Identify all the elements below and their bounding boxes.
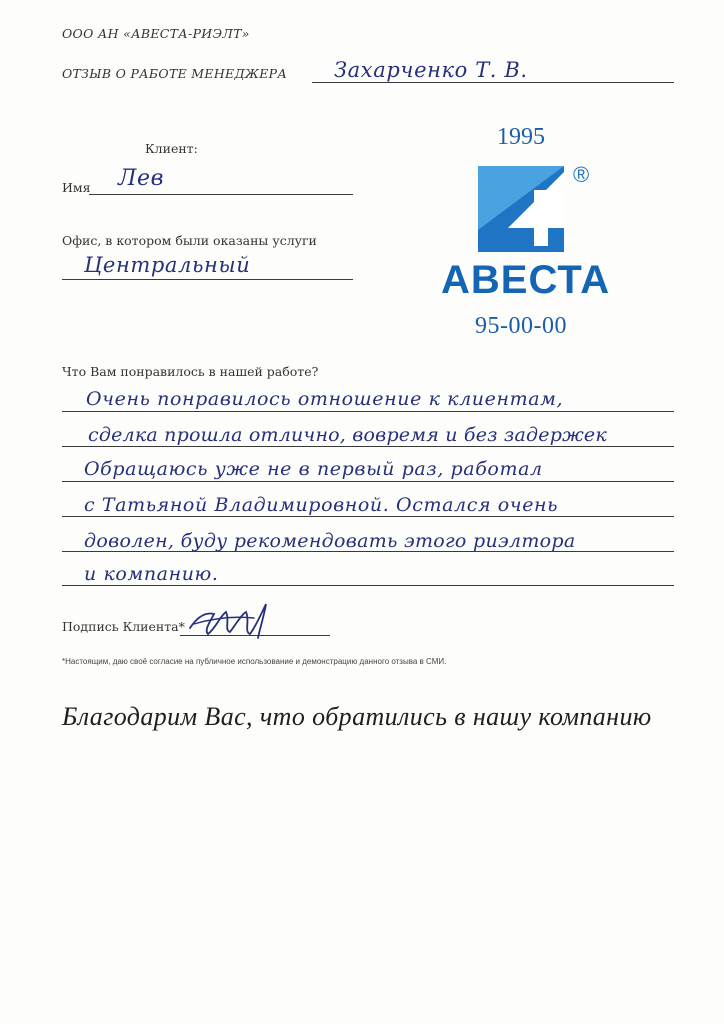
feedback-line-6 xyxy=(62,585,674,586)
signature-scribble-icon xyxy=(184,598,284,642)
consent-footnote: *Настоящим, даю своё согласие на публичное использование и демонстрацию данного отзыва в СМИ. xyxy=(62,657,447,666)
feedback-text-line-1: Очень понравилось отношение к клиентам, xyxy=(86,388,564,410)
feedback-line-1 xyxy=(62,411,674,412)
feedback-line-3 xyxy=(62,481,674,482)
feedback-text-line-5: доволен, буду рекомендовать этого риэлтора xyxy=(84,530,576,552)
feedback-line-2 xyxy=(62,446,674,447)
manager-name-handwritten: Захарченко Т. В. xyxy=(334,58,528,82)
thanks-message: Благодарим Вас, что обратились в нашу компанию xyxy=(62,702,652,731)
client-section-label: Клиент: xyxy=(145,141,198,156)
office-label: Офис, в котором были оказаны услуги xyxy=(62,233,317,248)
name-label: Имя xyxy=(62,180,91,195)
feedback-text-line-3: Обращаюсь уже не в первый раз, работал xyxy=(84,458,543,480)
logo-phone-wrap xyxy=(440,313,602,340)
feedback-text-line-2: сделка прошла отлично, вовремя и без задержек xyxy=(88,424,607,446)
logo-emblem xyxy=(478,166,564,256)
logo-emblem-icon xyxy=(478,166,564,252)
office-line xyxy=(62,279,353,280)
logo-year: 1995 xyxy=(497,124,545,150)
feedback-question: Что Вам понравилось в нашей работе? xyxy=(62,364,319,379)
signature-label: Подпись Клиента* xyxy=(62,619,185,634)
office-handwritten: Центральный xyxy=(84,253,251,277)
logo xyxy=(440,124,602,151)
feedback-text-line-4: с Татьяной Владимировной. Остался очень xyxy=(84,494,559,516)
feedback-text-line-6: и компанию. xyxy=(84,563,219,585)
manager-line xyxy=(312,82,674,83)
client-name-handwritten: Лев xyxy=(118,166,164,191)
registered-mark: ® xyxy=(573,162,590,187)
company-name: ООО АН «АВЕСТА-РИЭЛТ» xyxy=(62,26,250,41)
logo-brand: АВЕСТА xyxy=(441,258,611,302)
feedback-line-4 xyxy=(62,516,674,517)
name-line xyxy=(89,194,353,195)
review-label: ОТЗЫВ О РАБОТЕ МЕНЕДЖЕРА xyxy=(62,66,288,81)
logo-phone: 95-00-00 xyxy=(475,313,567,339)
client-signature xyxy=(184,598,284,646)
